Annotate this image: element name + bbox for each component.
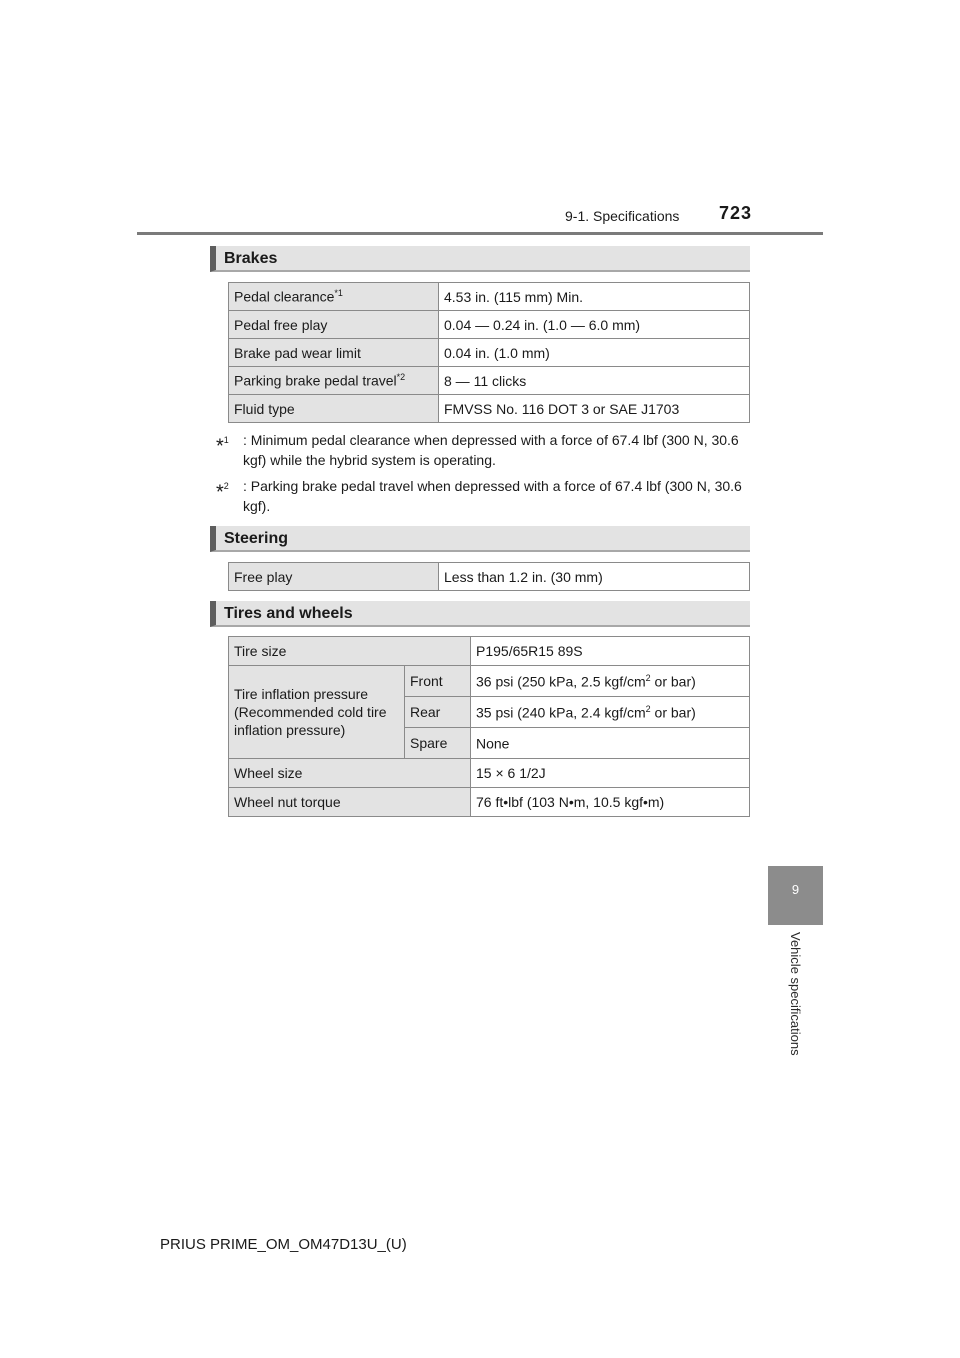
header-rule [137,232,823,235]
spec-value: 15 × 6 1/2J [471,759,750,788]
steering-table [228,562,750,591]
spec-value: Less than 1.2 in. (30 mm) [439,563,750,591]
spec-label: Pedal clearance$^{*1}$ [229,283,439,311]
spec-value: 4.53 in. (115 mm) Min. [439,283,750,311]
spec-label: Tire inflation pressure (Recommended cold tire inflation pressure) [229,666,405,759]
brakes-table [228,282,750,423]
table-row [229,788,750,817]
section-heading-brakes: Brakes [210,246,750,272]
table-row [229,339,750,367]
footnote-text: : Minimum pedal clearance when depressed with a force of 67.4 lbf (300 N, 30.6 kgf) while the hybrid system is operating. [243,432,739,468]
spec-value: 35 psi (240 kPa, 2.4 kgf/$cm^2$ or bar) [471,697,750,728]
tire-position: Rear [405,697,471,728]
spec-label: Free play [229,563,439,591]
spec-label: Pedal free play [229,311,439,339]
table-row [229,666,750,697]
spec-value: None [471,728,750,759]
section-heading-steering: Steering [210,526,750,552]
table-row [229,367,750,395]
table-row [229,637,750,666]
document-footer: PRIUS PRIME_OM_OM47D13U_(U) [160,1236,407,1253]
table-row [229,759,750,788]
footnote-ref: *1 [334,288,343,299]
tire-position: Front [405,666,471,697]
spec-value: 0.04 — 0.24 in. (1.0 — 6.0 mm) [439,311,750,339]
footnote-2: *$^2$ : Parking brake pedal travel when depressed with a force of 67.4 lbf (300 N, 30.6 kgf). [216,476,756,516]
running-header-section: 9-1. Specifications [565,208,680,224]
section-heading-tires: Tires and wheels [210,601,750,627]
spec-value: P195/65R15 89S [471,637,750,666]
spec-label: Fluid type [229,395,439,423]
footnote-text: : Parking brake pedal travel when depressed with a force of 67.4 lbf (300 N, 30.6 kgf). [243,478,742,514]
spec-label: Tire size [229,637,471,666]
tires-table [228,636,750,817]
spec-label: Brake pad wear limit [229,339,439,367]
chapter-tab-label: Vehicle specifications [788,932,803,1056]
footnote-ref: *2 [396,372,406,383]
tire-position: Spare [405,728,471,759]
table-row [229,283,750,311]
spec-value: FMVSS No. 116 DOT 3 or SAE J1703 [439,395,750,423]
spec-value: 36 psi (250 kPa, 2.5 kgf/$cm^2$ or bar) [471,666,750,697]
chapter-tab-number: 9 [791,882,800,897]
spec-label: Wheel size [229,759,471,788]
table-row [229,395,750,423]
spec-value: 8 — 11 clicks [439,367,750,395]
spec-label: Wheel nut torque [229,788,471,817]
footnote-1: *$^1$ : Minimum pedal clearance when depressed with a force of 67.4 lbf (300 N, 30.6 kgf) while the hybrid system is operating. [216,430,756,470]
table-row [229,563,750,591]
page-number: 723 [719,203,753,223]
spec-value: 76 ft•lbf (103 N•m, 10.5 kgf•m) [471,788,750,817]
table-row [229,311,750,339]
spec-value: 0.04 in. (1.0 mm) [439,339,750,367]
spec-label: Parking brake pedal travel$^{*2}$ [229,367,439,395]
